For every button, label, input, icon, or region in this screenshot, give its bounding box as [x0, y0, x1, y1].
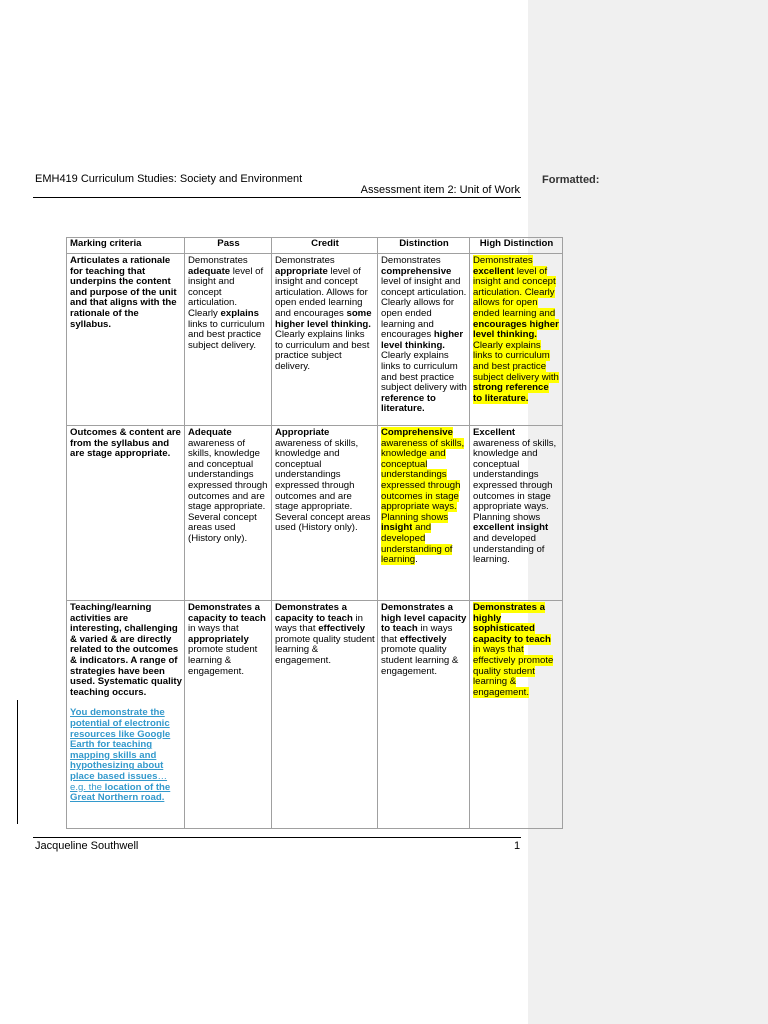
header-divider — [33, 197, 521, 198]
cell-credit: Appropriate awareness of skills, knowledge and conceptual understandings expressed through outcomes and are stage appropriate. Several concept areas used (History only). — [272, 426, 378, 601]
cell-distinction: Demonstrates a high level capacity to teach in ways that effectively promote quality student learning & engagement. — [378, 601, 470, 829]
cell-pass: Demonstrates a capacity to teach in ways that appropriately promote student learning & engagement. — [185, 601, 272, 829]
revision-change-bar — [17, 700, 18, 824]
cell-distinction: Demonstrates comprehensive level of insight and concept articulation. Clearly allows for open ended learning and encourages higher level thinking. Clearly explains links to curriculum and best practice subject delivery with reference to literature. — [378, 254, 470, 426]
footer-author: Jacqueline Southwell — [35, 840, 139, 852]
cell-high-distinction: Demonstrates excellent level of insight and concept articulation. Clearly allows for open ended learning and encourages higher level thinking. Clearly explains links to curriculum and best practice subject delivery with strong reference to literature. — [470, 254, 563, 426]
formatting-comment-label: Formatted: — [542, 174, 600, 186]
marker-comment-link[interactable]: You demonstrate the potential of electronic resources like Google Earth for teaching mapping skills and hypothesizing about place based issues…e.g. the location of the Great Northern road. — [70, 707, 171, 804]
criteria-outcomes: Outcomes & content are from the syllabus and are stage appropriate. — [67, 426, 185, 601]
criteria-teaching-learning: Teaching/learning activities are interesting, challenging & varied & are directly related to the outcomes & indicators. A range of strategies have been used. Systematic quality teaching occurs. You demonstrate the potential of electronic resources like Google Earth for teaching mapping skills and hypothesizing about place based issues…e.g. the location of the Great Northern road. — [67, 601, 185, 829]
header-distinction: Distinction — [378, 238, 470, 254]
header-credit: Credit — [272, 238, 378, 254]
header-pass: Pass — [185, 238, 272, 254]
cell-credit: Demonstrates appropriate level of insight and concept articulation. Allows for open ended learning and encourages some higher level thinking. Clearly explains links to curriculum and best practice subject delivery. — [272, 254, 378, 426]
cell-pass: Demonstrates adequate level of insight and concept articulation. Clearly explains links to curriculum and best practice subject delivery. — [185, 254, 272, 426]
page-number: 1 — [514, 840, 521, 852]
cell-credit: Demonstrates a capacity to teach in ways that effectively promote quality student learning & engagement. — [272, 601, 378, 829]
document-title: EMH419 Curriculum Studies: Society and Environment — [35, 173, 303, 185]
cell-high-distinction: Demonstrates a highly sophisticated capacity to teach in ways that effectively promote quality student learning & engagement. — [470, 601, 563, 829]
table-row — [67, 426, 563, 601]
footer-divider — [33, 837, 521, 838]
table-row — [67, 601, 563, 829]
marking-rubric-table — [66, 237, 563, 829]
document-subtitle: Assessment item 2: Unit of Work — [360, 184, 520, 196]
cell-pass: Adequate awareness of skills, knowledge and conceptual understandings expressed through outcomes and are stage appropriate. Several concept areas used (History only). — [185, 426, 272, 601]
comment-pane — [528, 0, 768, 1024]
header-marking-criteria: Marking criteria — [67, 238, 185, 254]
header-high-distinction: High Distinction — [470, 238, 563, 254]
cell-distinction: Comprehensive awareness of skills, knowledge and conceptual understandings expressed through outcomes in stage appropriate ways. Planning shows insight and developed understanding of learning. — [378, 426, 470, 601]
table-header-row — [67, 238, 563, 254]
criteria-rationale: Articulates a rationale for teaching that underpins the content and purpose of the unit and that aligns with the rationale of the syllabus. — [67, 254, 185, 426]
table-row — [67, 254, 563, 426]
cell-high-distinction: Excellent awareness of skills, knowledge and conceptual understandings expressed through outcomes in stage appropriate ways. Planning shows excellent insight and developed understanding of learning. — [470, 426, 563, 601]
